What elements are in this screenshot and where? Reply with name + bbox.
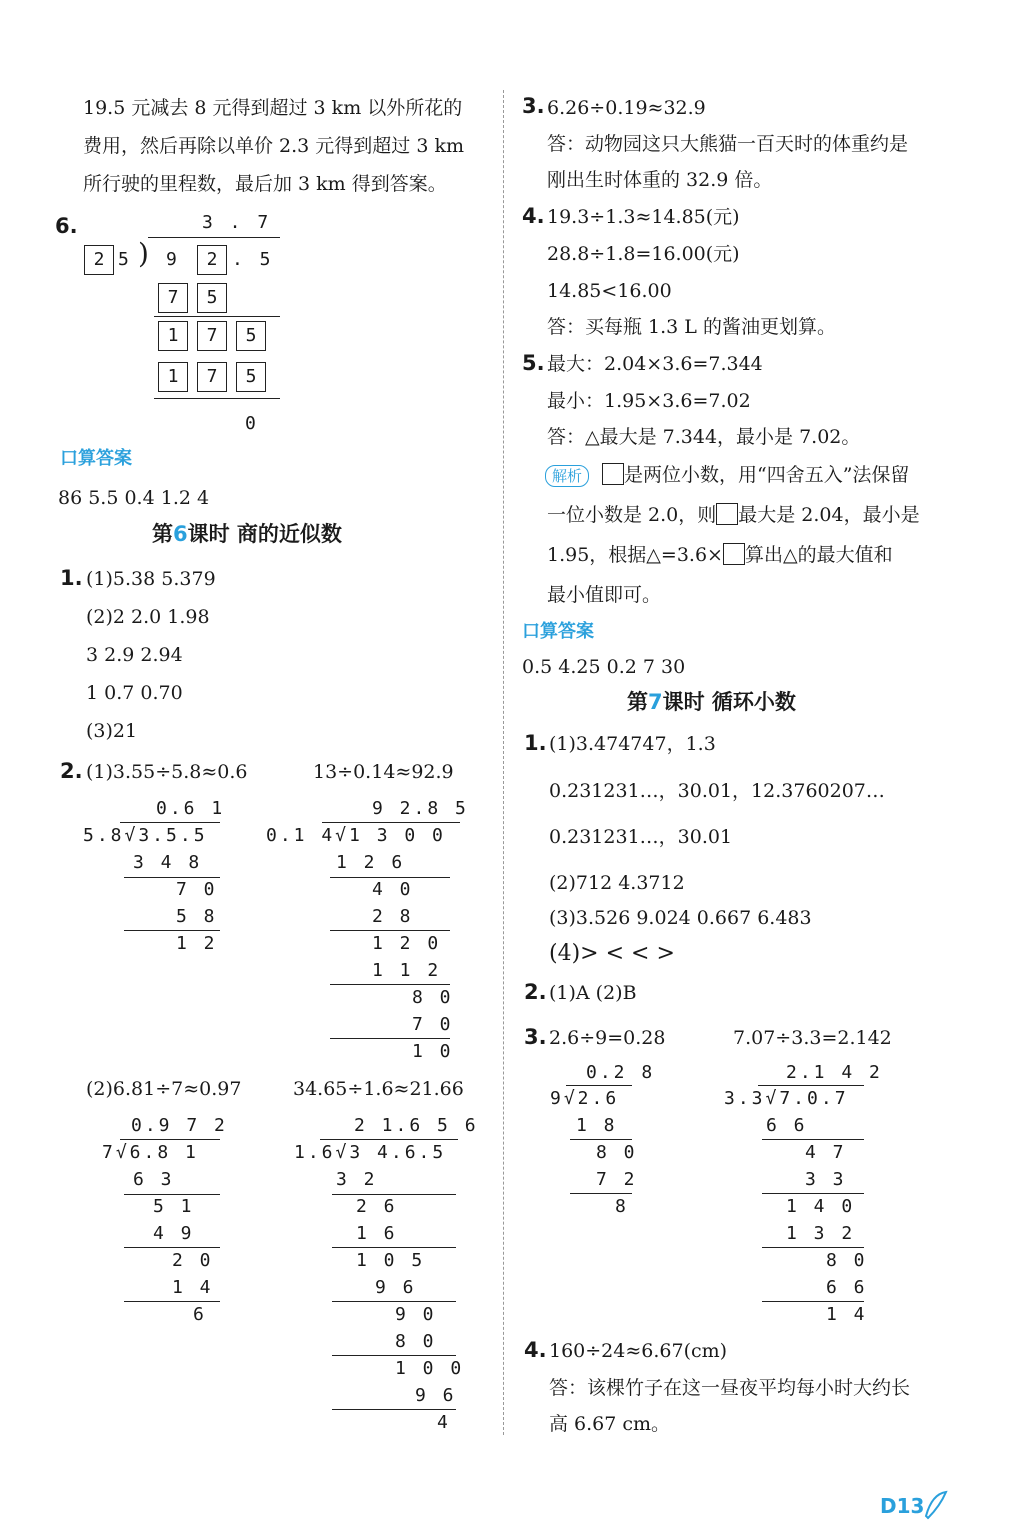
r-q4-number: 4. xyxy=(522,204,545,228)
div-f-r4: 1 4 0 xyxy=(786,1196,856,1217)
div-e-r4: 8 xyxy=(615,1196,629,1217)
div-b-r8: 1 0 xyxy=(412,1041,454,1062)
div-a-r4: 1 2 xyxy=(176,933,218,954)
div-a-r2: 7 0 xyxy=(176,879,218,900)
r-q5-line1: 最大：2.04×3.6=7.344 xyxy=(547,353,763,375)
q5-tail-line2: 费用，然后再除以单价 2.3 元得到超过 3 km xyxy=(83,135,464,157)
l7-q1-line3: 0.231231…，30.01 xyxy=(549,826,733,848)
div-f-r3: 3 3 xyxy=(805,1169,847,1190)
div-e-divisor-line: 9√2.6 xyxy=(550,1088,620,1109)
q6-dividend-rest: . 5 xyxy=(232,249,274,270)
blank-square-icon xyxy=(723,543,745,565)
r-q5-line2: 最小：1.95×3.6=7.02 xyxy=(547,390,751,412)
div-c-r5: 1 4 xyxy=(172,1277,214,1298)
div-c-quotient: 0.9 7 2 xyxy=(131,1115,228,1136)
div-d-quotient: 2 1.6 5 6 xyxy=(354,1115,479,1136)
page-number: D13 xyxy=(880,1494,925,1518)
div-d-r5: 9 6 xyxy=(375,1277,417,1298)
div-f-divisor-line: 3.3√7.0.7 xyxy=(724,1088,849,1109)
r-q3-line1: 6.26÷0.19≈32.9 xyxy=(547,97,706,119)
analysis-line1: 是两位小数，用“四舍五入”法保留 xyxy=(602,463,909,487)
div-f-r8: 1 4 xyxy=(826,1304,868,1325)
l6-q1-line5: (3)21 xyxy=(86,720,138,742)
lesson6-title: 第6课时 商的近似数 xyxy=(152,522,342,546)
q6-r3-box2: 7 xyxy=(197,362,227,392)
q5-tail-line1: 19.5 元减去 8 元得到超过 3 km 以外所花的 xyxy=(83,97,463,119)
div-e-r2: 8 0 xyxy=(596,1142,638,1163)
r-q5-number: 5. xyxy=(522,351,545,375)
l6-q1-number: 1. xyxy=(60,566,83,590)
r-q4-line1: 19.3÷1.3≈14.85(元) xyxy=(547,206,740,228)
analysis-line3: 1.95，根据△=3.6× 算出△的最大值和 xyxy=(547,544,893,566)
r-q4-line2: 28.8÷1.8=16.00(元) xyxy=(547,243,740,265)
q5-tail-line3: 所行驶的里程数，最后加 3 km 得到答案。 xyxy=(83,173,447,195)
div-a-divisor-line: 5.8√3.5.5 xyxy=(83,825,208,846)
page-corner-icon xyxy=(922,1490,950,1520)
l7-q3-b-title: 7.07÷3.3=2.142 xyxy=(733,1027,892,1049)
div-c-r6: 6 xyxy=(193,1304,207,1325)
q6-r1-box1: 7 xyxy=(158,283,188,313)
div-d-r4: 1 0 5 xyxy=(356,1250,426,1271)
div-f-r5: 1 3 2 xyxy=(786,1223,856,1244)
r-q3-line3: 刚出生时体重的 32.9 倍。 xyxy=(547,169,773,191)
l7-q1-line5: (3)3.526 9.024 0.667 6.483 xyxy=(549,907,812,929)
div-b-r2: 4 0 xyxy=(372,879,414,900)
div-a-r3: 5 8 xyxy=(176,906,218,927)
div-e-r3: 7 2 xyxy=(596,1169,638,1190)
l7-q1-line1: (1)3.474747，1.3 xyxy=(549,733,716,755)
oral-answers-title: 口算答案 xyxy=(60,448,132,469)
q6-r2-box2: 7 xyxy=(197,321,227,351)
l7-q1-line6: (4)> < < > xyxy=(549,941,675,966)
q6-r3-box3: 5 xyxy=(236,362,266,392)
l6-q1-line2: (2)2 2.0 1.98 xyxy=(86,606,210,628)
l7-q4-line1: 160÷24≈6.67(cm) xyxy=(549,1340,728,1362)
div-d-divisor-line: 1.6√3 4.6.5 xyxy=(294,1142,447,1163)
oral-answers-title-2: 口算答案 xyxy=(522,621,594,642)
div-a-quotient: 0.6 1 xyxy=(156,798,226,819)
q6-r1-box2: 5 xyxy=(197,283,227,313)
l6-q2-number: 2. xyxy=(60,759,83,783)
q6-r3-box1: 1 xyxy=(158,362,188,392)
l6-q2-a-title: (1)3.55÷5.8≈0.6 xyxy=(86,761,248,783)
r-q5-line3: 答：△最大是 7.344，最小是 7.02。 xyxy=(547,426,861,448)
q6-dividend-box: 2 xyxy=(197,245,227,275)
div-d-r8: 1 0 0 xyxy=(395,1358,465,1379)
div-b-r4: 1 2 0 xyxy=(372,933,442,954)
oral-answers-values: 86 5.5 0.4 1.2 4 xyxy=(58,487,210,509)
div-f-r1: 6 6 xyxy=(766,1115,808,1136)
r-q3-line2: 答：动物园这只大熊猫一百天时的体重约是 xyxy=(547,133,909,155)
q6-remainder: 0 xyxy=(245,413,259,434)
div-b-r5: 1 1 2 xyxy=(372,960,442,981)
r-q4-line4: 答：买每瓶 1.3 L 的酱油更划算。 xyxy=(547,316,836,338)
l7-q1-line2: 0.231231…，30.01，12.3760207… xyxy=(549,780,885,802)
div-c-r3: 4 9 xyxy=(153,1223,195,1244)
l6-q1-line1: (1)5.38 5.379 xyxy=(86,568,216,590)
div-d-r6: 9 0 xyxy=(395,1304,437,1325)
r-q3-number: 3. xyxy=(522,94,545,118)
l7-q4-line3: 高 6.67 cm。 xyxy=(549,1413,671,1435)
div-c-r2: 5 1 xyxy=(153,1196,195,1217)
div-d-r2: 2 6 xyxy=(356,1196,398,1217)
l7-q1-line4: (2)712 4.3712 xyxy=(549,872,685,894)
l6-q2-c-title: (2)6.81÷7≈0.97 xyxy=(86,1078,242,1100)
lesson7-title: 第7课时 循环小数 xyxy=(627,690,796,714)
q6-dividend-a: 9 xyxy=(166,249,180,270)
div-b-r6: 8 0 xyxy=(412,987,454,1008)
l7-q3-a-title: 2.6÷9=0.28 xyxy=(549,1027,666,1049)
div-b-r7: 7 0 xyxy=(412,1014,454,1035)
div-c-divisor-line: 7√6.8 1 xyxy=(102,1142,199,1163)
div-f-r6: 8 0 xyxy=(826,1250,868,1271)
div-c-r4: 2 0 xyxy=(172,1250,214,1271)
analysis-line4: 最小值即可。 xyxy=(547,584,662,606)
column-divider xyxy=(503,90,504,1435)
l6-q2-b-title: 13÷0.14≈92.9 xyxy=(313,761,454,783)
div-f-r2: 4 7 xyxy=(805,1142,847,1163)
q6-r2-box1: 1 xyxy=(158,321,188,351)
div-f-quotient: 2.1 4 2 xyxy=(786,1062,883,1083)
div-a-r1: 3 4 8 xyxy=(133,852,203,873)
div-d-r10: 4 xyxy=(437,1412,451,1433)
div-d-r3: 1 6 xyxy=(356,1223,398,1244)
q6-divisor-box: 2 xyxy=(84,245,114,275)
div-d-r1: 3 2 xyxy=(336,1169,378,1190)
l7-q2-number: 2. xyxy=(524,980,547,1004)
r-q4-line3: 14.85<16.00 xyxy=(547,280,672,302)
q6-r2-box3: 5 xyxy=(236,321,266,351)
div-b-r3: 2 8 xyxy=(372,906,414,927)
l6-q1-line3: 3 2.9 2.94 xyxy=(86,644,183,666)
l7-q4-line2: 答：该棵竹子在这一昼夜平均每小时大约长 xyxy=(549,1377,911,1399)
div-b-r1: 1 2 6 xyxy=(336,852,406,873)
div-e-quotient: 0.2 8 xyxy=(586,1062,656,1083)
div-c-r1: 6 3 xyxy=(133,1169,175,1190)
div-b-quotient: 9 2.8 5 xyxy=(372,798,469,819)
div-f-r7: 6 6 xyxy=(826,1277,868,1298)
l7-q1-number: 1. xyxy=(524,731,547,755)
blank-square-icon xyxy=(716,503,738,525)
q6-number: 6. xyxy=(55,214,78,238)
div-d-r7: 8 0 xyxy=(395,1331,437,1352)
div-d-r9: 9 6 xyxy=(415,1385,457,1406)
q6-divisor-rest: 5 xyxy=(118,249,132,270)
div-b-divisor-line: 0.1 4√1 3 0 0 xyxy=(266,825,446,846)
oral-answers-values-2: 0.5 4.25 0.2 7 30 xyxy=(522,656,686,678)
l7-q4-number: 4. xyxy=(524,1338,547,1362)
q6-quotient: 3 . 7 xyxy=(202,212,272,233)
div-e-r1: 1 8 xyxy=(576,1115,618,1136)
l7-q2-text: (1)A (2)B xyxy=(549,982,637,1004)
analysis-line2: 一位小数是 2.0，则 最大是 2.04，最小是 xyxy=(547,504,920,526)
l7-q3-number: 3. xyxy=(524,1025,547,1049)
l6-q2-d-title: 34.65÷1.6≈21.66 xyxy=(293,1078,464,1100)
analysis-tag: 解析 xyxy=(545,465,589,487)
blank-square-icon xyxy=(602,463,624,485)
l6-q1-line4: 1 0.7 0.70 xyxy=(86,682,183,704)
